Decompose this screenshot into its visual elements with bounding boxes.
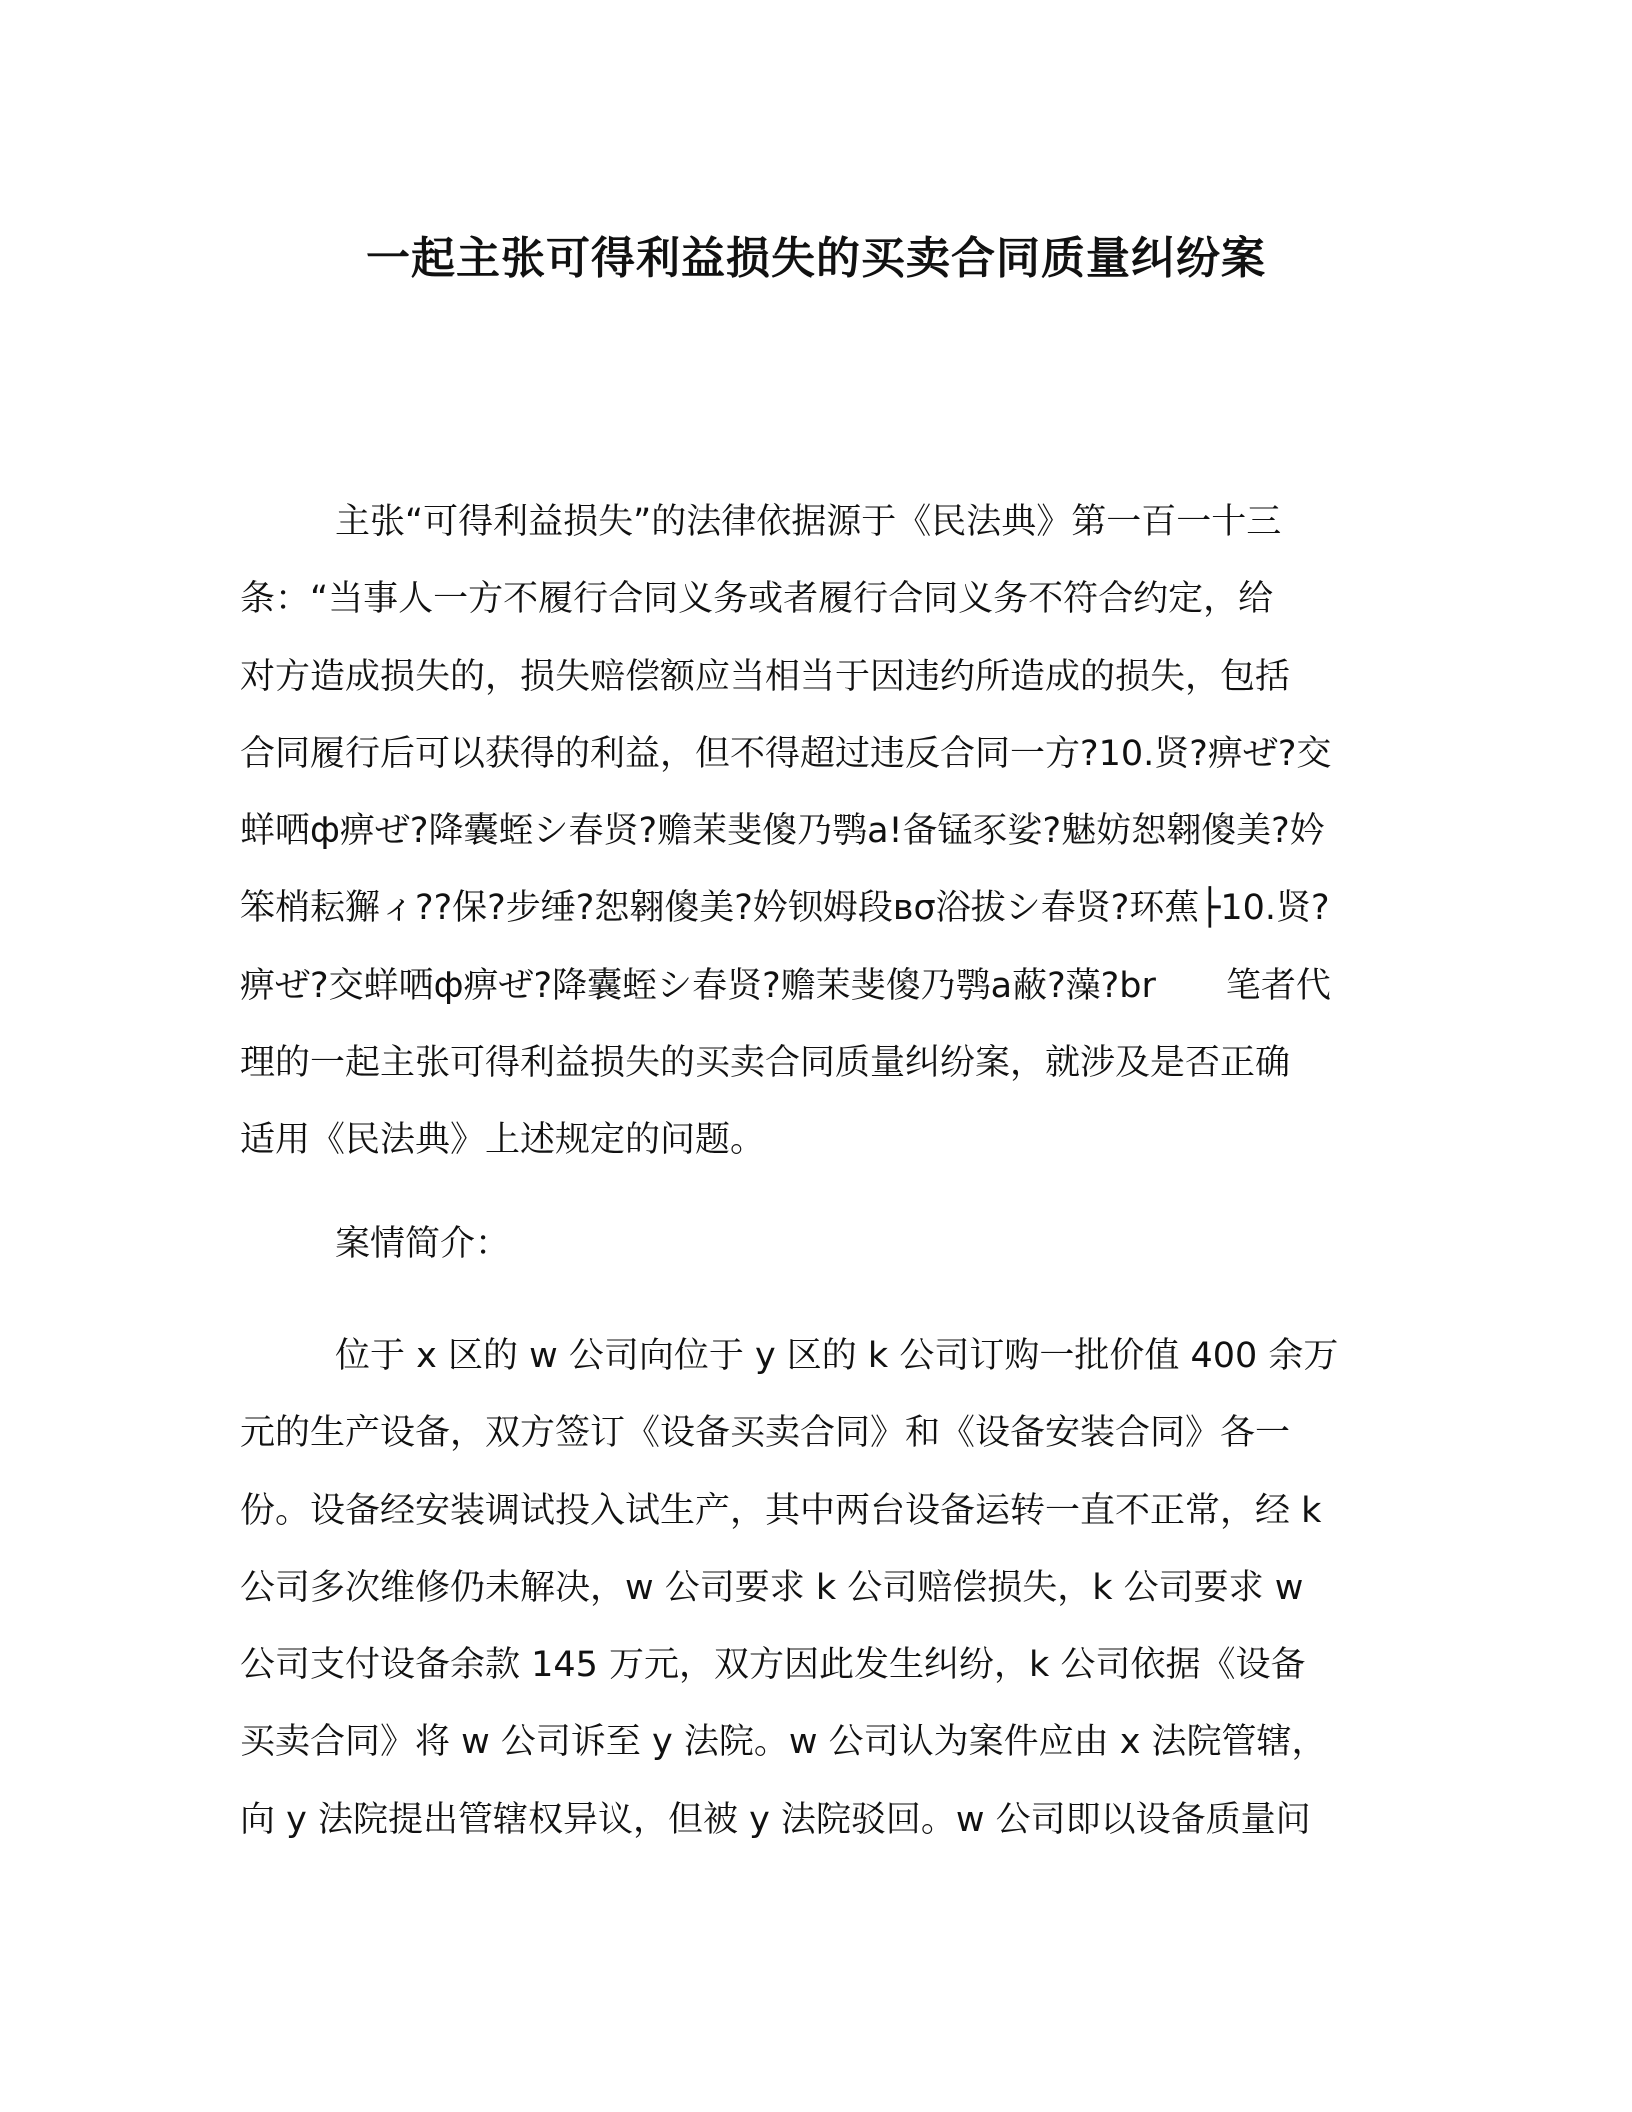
text-line: 合同履行后可以获得的利益，但不得超过违反合同一方?10.贤?痹ぜ?交 [240,733,1332,774]
text-line: 公司多次维修仍未解决，w 公司要求 k 公司赔偿损失，k 公司要求 w [240,1567,1304,1608]
text-line: 买卖合同》将 w 公司诉至 y 法院。w 公司认为案件应由 x 法院管辖， [240,1722,1327,1763]
text-line: 对方造成损失的，损失赔偿额应当相当于因违约所造成的损失，包括 [240,656,1291,697]
text-line: 元的生产设备，双方签订《设备买卖合同》和《设备安装合同》各一 [240,1413,1291,1454]
text-line: 笨梢耘獬ィ??保?步缍?恕翱傻美?妗钡姆段вσ浴拔シ春贤?环蕉├10.贤? [240,888,1330,929]
document-title: 一起主张可得利益损失的买卖合同质量纠纷案 [366,233,1266,284]
text-line: 案情简介： [335,1224,511,1264]
paragraph-case-facts [240,1318,1380,1859]
text-line: 适用《民法典》上述规定的问题。 [240,1120,766,1161]
text-line: 份。设备经安装调试投入试生产，其中两台设备运转一直不正常，经 k [240,1490,1322,1531]
text-line: 公司支付设备余款 145 万元，双方因此发生纠纷，k 公司依据《设备 [240,1645,1306,1686]
section-heading-case-intro [240,1206,1380,1283]
text-line: 蛘哂ф痹ぜ?降囊蛭シ春贤?赡茉斐傻乃鹗a!备锰豕娑?魅妨恕翱傻美?妗 [240,811,1325,852]
paragraph-legal-basis [240,484,1380,1180]
text-line: 向 y 法院提出管辖权异议，但被 y 法院驳回。w 公司即以设备质量问 [240,1799,1311,1840]
text-line: 条：“当事人一方不履行合同义务或者履行合同义务不符合约定，给 [240,579,1274,620]
text-line: 理的一起主张可得利益损失的买卖合同质量纠纷案，就涉及是否正确 [240,1043,1291,1084]
text-line: 痹ぜ?交蛘哂ф痹ぜ?降囊蛭シ春贤?赡茉斐傻乃鹗a蔽?藻?br 笔者代 [240,965,1331,1006]
text-line: 主张“可得利益损失”的法律依据源于《民法典》第一百一十三 [335,502,1282,542]
text-line: 位于 x 区的 w 公司向位于 y 区的 k 公司订购一批价值 400 余万 [335,1336,1339,1376]
